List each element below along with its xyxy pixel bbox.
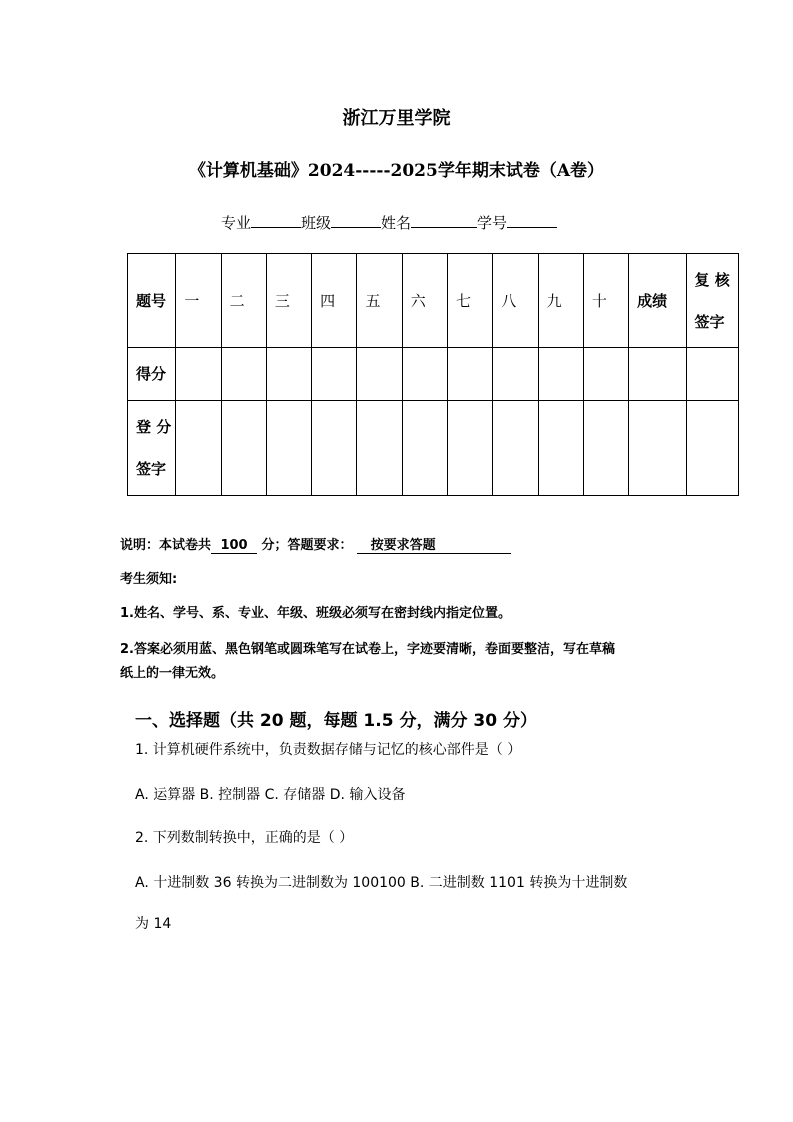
score-cell[interactable] [176, 348, 221, 401]
score-table [127, 253, 739, 496]
score-cell[interactable] [357, 348, 402, 401]
total-points: 100 [211, 538, 257, 554]
question-col-2: 二 [221, 254, 266, 348]
question-1: 1. 计算机硬件系统中，负责数据存储与记忆的核心部件是（ ） [135, 742, 522, 758]
score-cell[interactable] [629, 348, 686, 401]
score-cell[interactable] [221, 348, 266, 401]
review-line-1: 复 核 [694, 270, 730, 289]
score-cell[interactable] [493, 348, 538, 401]
question-col-9: 九 [538, 254, 583, 348]
question-col-7: 七 [448, 254, 493, 348]
answer-requirement [357, 534, 511, 554]
class-label: 班级 [301, 214, 332, 232]
name-blank[interactable] [411, 213, 477, 228]
sign-cell[interactable] [686, 401, 739, 496]
score-cell[interactable] [266, 348, 311, 401]
grader-line-1: 登 分 [136, 418, 172, 436]
score-cell[interactable] [583, 348, 628, 401]
class-blank[interactable] [331, 213, 381, 228]
sign-cell[interactable] [538, 401, 583, 496]
sign-cell[interactable] [402, 401, 447, 496]
student-id-blank[interactable] [507, 213, 557, 228]
question-col-6: 六 [402, 254, 447, 348]
question-col-8: 八 [493, 254, 538, 348]
question-2-options-line-2: 为 14 [135, 916, 172, 932]
notice-item-2-line-1: 2.答案必须用蓝、黑色钢笔或圆珠笔写在试卷上，字迹要清晰，卷面要整洁，写在草稿 [120, 642, 615, 657]
score-table-sign-row [128, 401, 739, 496]
section-1-title: 一、选择题（共 20 题，每题 1.5 分，满分 30 分） [135, 711, 537, 731]
question-2: 2. 下列数制转换中，正确的是（ ） [135, 830, 354, 846]
desc-mid: 分；答题要求： [261, 538, 353, 553]
question-1-options: A. 运算器 B. 控制器 C. 存储器 D. 输入设备 [135, 787, 406, 803]
question-col-1: 一 [176, 254, 221, 348]
score-cell[interactable] [402, 348, 447, 401]
score-cell[interactable] [312, 348, 357, 401]
score-table-header-row [128, 254, 739, 348]
answer-requirement-text: 按要求答题 [370, 538, 436, 553]
question-col-4: 四 [312, 254, 357, 348]
sign-cell[interactable] [583, 401, 628, 496]
exam-title: 《计算机基础》2024-----2025学年期末试卷（A卷） [188, 161, 605, 181]
question-col-5: 五 [357, 254, 402, 348]
score-table-score-row [128, 348, 739, 401]
question-col-10: 十 [583, 254, 628, 348]
desc-prefix: 说明：本试卷共 [120, 538, 212, 553]
sign-cell[interactable] [448, 401, 493, 496]
sign-cell[interactable] [221, 401, 266, 496]
major-label: 专业 [221, 214, 252, 232]
student-id-label: 学号 [477, 214, 508, 232]
grader-sign-label [128, 401, 176, 496]
student-info-line [221, 212, 557, 233]
major-blank[interactable] [251, 213, 301, 228]
review-sign-label [686, 254, 739, 348]
sign-cell[interactable] [493, 401, 538, 496]
notice-item-2-line-2: 纸上的一律无效。 [120, 666, 225, 681]
score-cell[interactable] [538, 348, 583, 401]
review-line-2: 签字 [694, 312, 725, 331]
question-number-label: 题号 [128, 254, 176, 348]
question-col-3: 三 [266, 254, 311, 348]
sign-cell[interactable] [176, 401, 221, 496]
school-name: 浙江万里学院 [342, 108, 451, 129]
name-label: 姓名 [381, 214, 412, 232]
notice-item-1: 1.姓名、学号、系、专业、年级、班级必须写在密封线内指定位置。 [120, 606, 511, 621]
sign-cell[interactable] [629, 401, 686, 496]
score-row-label: 得分 [128, 348, 176, 401]
score-cell[interactable] [686, 348, 739, 401]
notice-heading: 考生须知: [120, 572, 178, 587]
total-score-label: 成绩 [629, 254, 686, 348]
grader-line-2: 签字 [136, 460, 167, 478]
question-2-options-line-1: A. 十进制数 36 转换为二进制数为 100100 B. 二进制数 1101 转换为十进制数 [135, 875, 628, 891]
sign-cell[interactable] [312, 401, 357, 496]
sign-cell[interactable] [357, 401, 402, 496]
sign-cell[interactable] [266, 401, 311, 496]
score-cell[interactable] [448, 348, 493, 401]
exam-description [120, 534, 511, 554]
